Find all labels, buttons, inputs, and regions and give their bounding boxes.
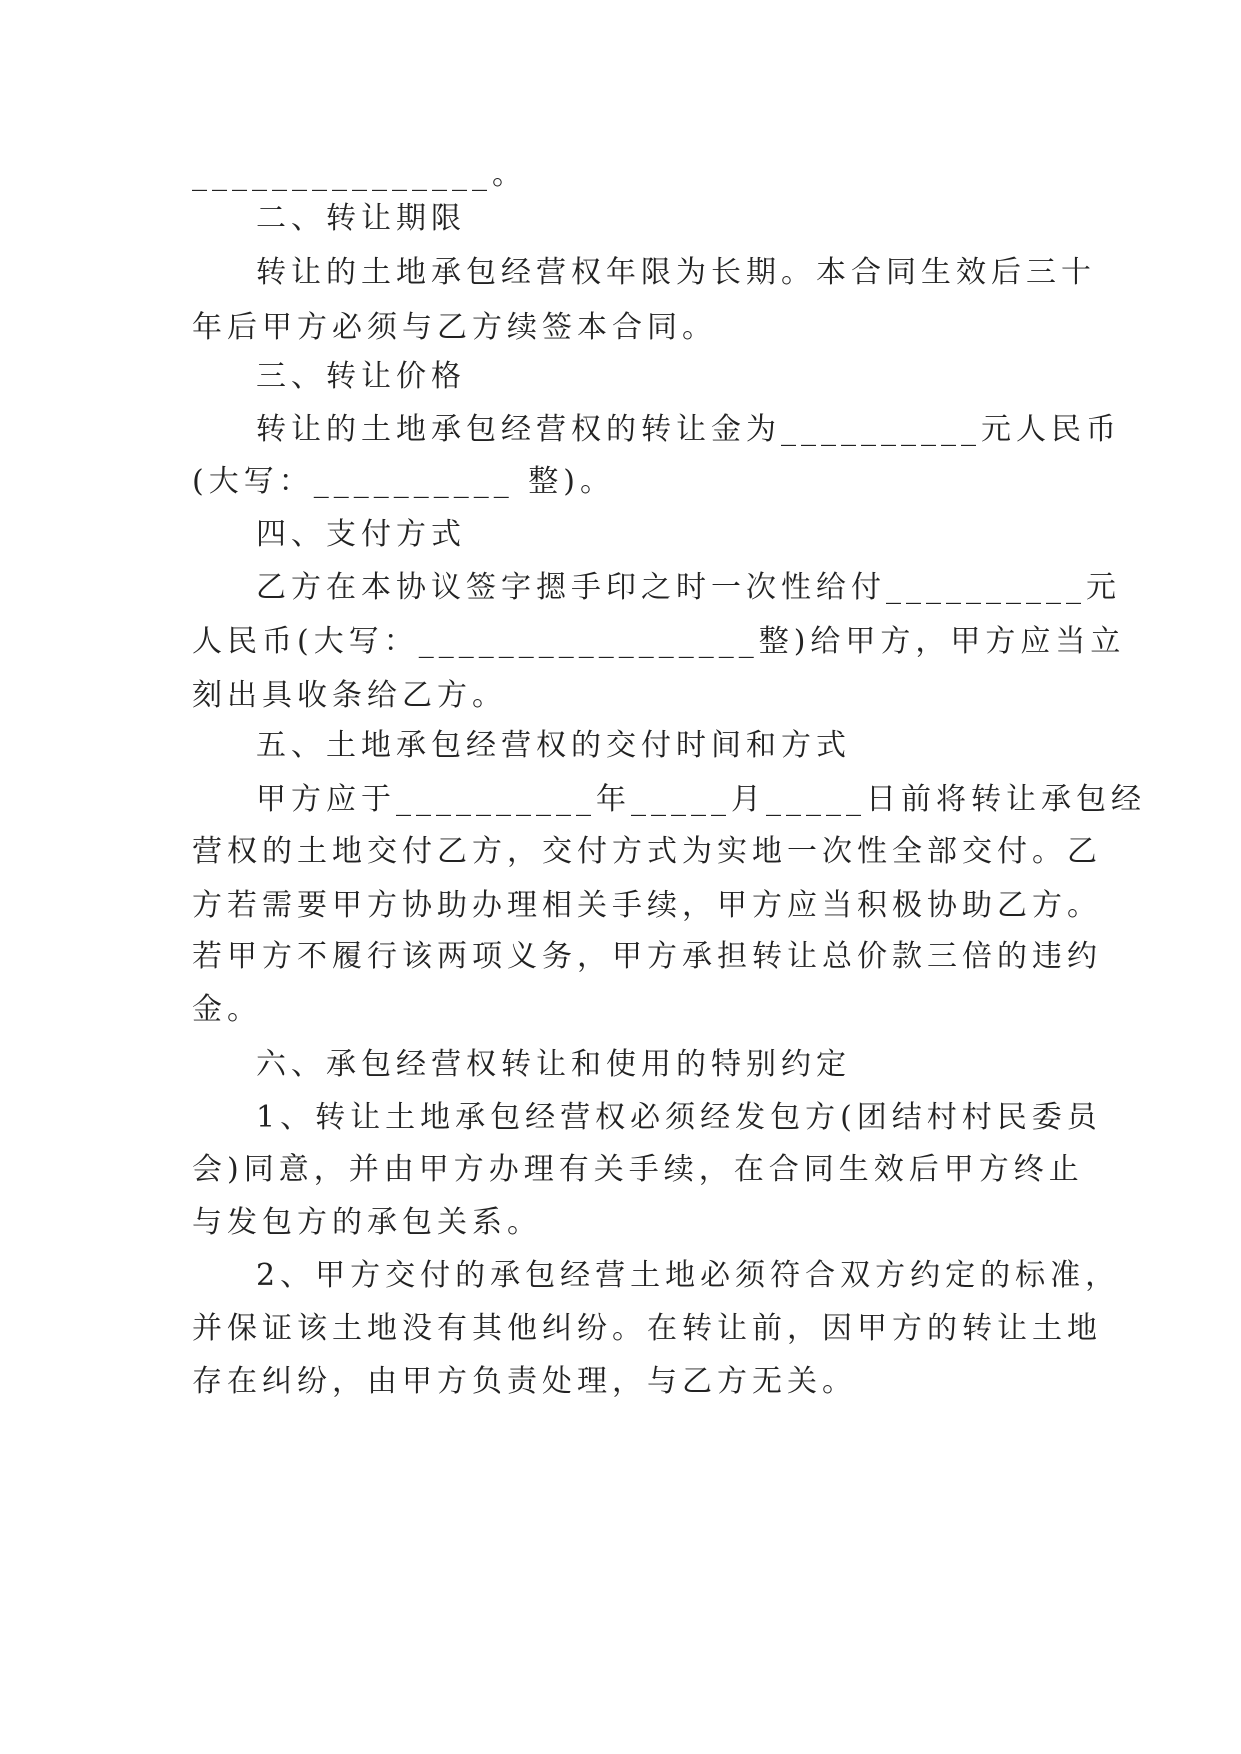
clause-line: 并保证该土地没有其他纠纷。在转让前，因甲方的转让土地 (192, 1311, 1102, 1346)
clause-line: 与发包方的承包关系。 (192, 1205, 542, 1240)
paragraph-line: (大写：__________ 整)。 (192, 464, 615, 499)
section-heading-5: 五、土地承包经营权的交付时间和方式 (256, 728, 851, 763)
paragraph-line: 刻出具收条给乙方。 (192, 678, 507, 713)
clause-line: 会)同意，并由甲方办理有关手续，在合同生效后甲方终止 (192, 1152, 1084, 1187)
paragraph-line: 方若需要甲方协助办理相关手续，甲方应当积极协助乙方。 (192, 888, 1102, 923)
paragraph-line: 年后甲方必须与乙方续签本合同。 (192, 310, 717, 345)
paragraph-line: 人民币(大写：_________________整)给甲方，甲方应当立 (192, 624, 1126, 659)
section-heading-3: 三、转让价格 (256, 359, 466, 394)
paragraph-line: 转让的土地承包经营权年限为长期。本合同生效后三十 (256, 255, 1096, 290)
clause-line: 2、甲方交付的承包经营土地必须符合双方约定的标准， (256, 1258, 1121, 1293)
paragraph-line: 乙方在本协议签字摁手印之时一次性给付__________元 (256, 570, 1121, 605)
paragraph-line: 营权的土地交付乙方，交付方式为实地一次性全部交付。乙 (192, 834, 1102, 869)
paragraph-line: 金。 (192, 992, 262, 1027)
paragraph-line: 转让的土地承包经营权的转让金为__________元人民币 (256, 412, 1121, 447)
clause-line: 1、转让土地承包经营权必须经发包方(团结村村民委员 (256, 1100, 1102, 1135)
section-heading-6: 六、承包经营权转让和使用的特别约定 (256, 1047, 851, 1082)
blank-line-end: _______________。 (192, 157, 527, 192)
paragraph-line: 甲方应于__________年_____月_____日前将转让承包经 (256, 782, 1146, 817)
clause-line: 存在纠纷，由甲方负责处理，与乙方无关。 (192, 1364, 857, 1399)
section-heading-4: 四、支付方式 (256, 517, 466, 552)
section-heading-2: 二、转让期限 (256, 201, 466, 236)
paragraph-line: 若甲方不履行该两项义务，甲方承担转让总价款三倍的违约 (192, 939, 1102, 974)
